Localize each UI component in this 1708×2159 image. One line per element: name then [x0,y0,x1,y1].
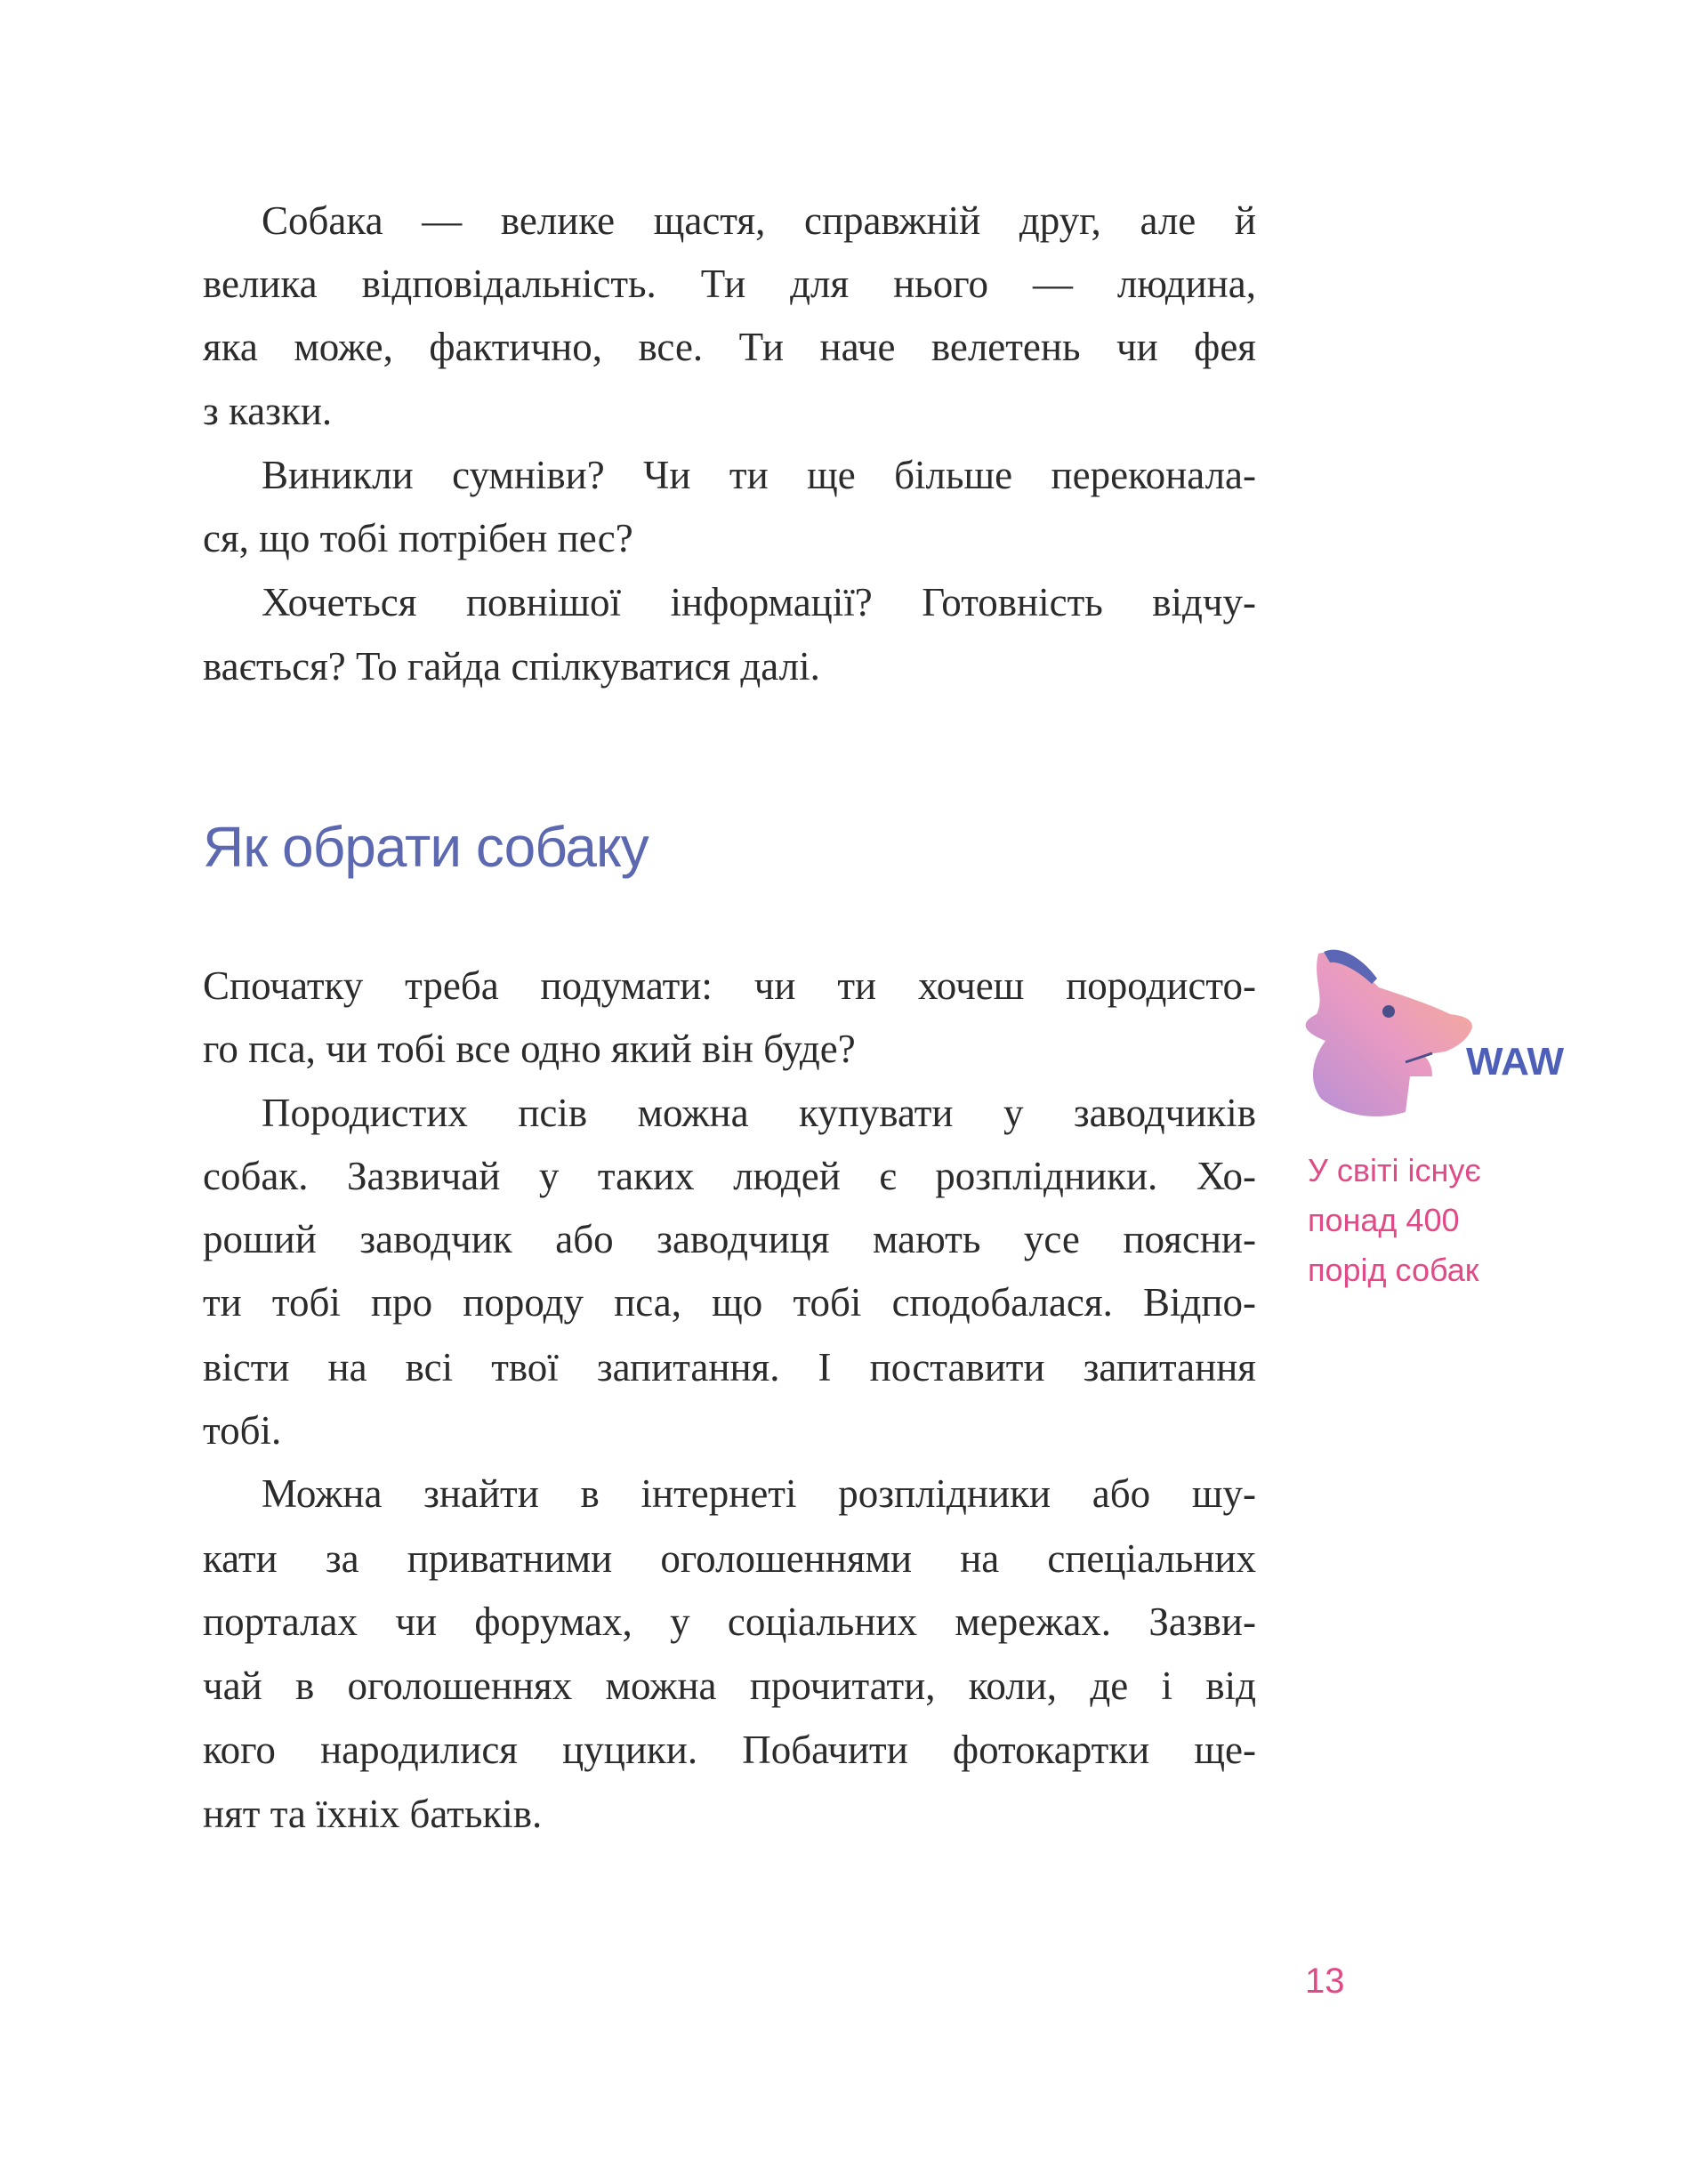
paragraph-line: Собака — велике щастя, справжній друг, але й [262,198,1256,243]
paragraph-line: Породистих псів можна купувати у заводчиків [262,1091,1256,1135]
sidebar-note-line: порід собак [1308,1252,1479,1288]
paragraph-line: го пса, чи тобі все одно який він буде? [203,1027,856,1071]
paragraph-line: Можна знайти в інтернеті розплідники або шу- [262,1471,1256,1516]
paragraph-line: Хочеться повнішої інформації? Готовність відчу- [262,580,1256,624]
paragraph-line: вісти на всі твої запитання. І поставити запитання [203,1345,1256,1390]
paragraph-line: ся, що тобі потрібен пес? [203,516,633,560]
dog-eye [1382,1005,1395,1018]
paragraph-line: порталах чи форумах, у соціальних мережах. Зазви- [203,1599,1256,1644]
paragraph-line: кати за приватними оголошеннями на спеціальних [203,1536,1256,1581]
sidebar-note-line: понад 400 [1308,1202,1460,1238]
paragraph-line: собак. Зазвичай у таких людей є розплідники. Хо- [203,1154,1256,1198]
bark-text: WAW [1466,1040,1564,1084]
paragraph-line: роший заводчик або заводчиця мають усе поясни- [203,1217,1256,1261]
paragraph-line: нят та їхніх батьків. [203,1792,543,1836]
paragraph-line: вається? То гайда спілкуватися далі. [203,644,820,689]
paragraph-line: чай в оголошеннях можна прочитати, коли, де і від [203,1664,1256,1708]
paragraph-line: яка може, фактично, все. Ти наче велетень чи фея [203,325,1256,369]
paragraph-line: велика відповідальність. Ти для нього — людина, [203,262,1256,306]
section-heading: Як обрати собаку [203,815,649,879]
paragraph-line: Виникли сумніви? Чи ти ще більше переконала- [262,453,1256,497]
dog-head-illustration [1299,943,1575,1134]
dog-head-shape [1306,953,1472,1116]
paragraph-line: кого народилися цуцики. Побачити фотокартки ще- [203,1728,1256,1772]
page-number: 13 [1305,1962,1345,2001]
sidebar-note-line: У світі існує [1308,1152,1481,1188]
paragraph-line: Спочатку треба подумати: чи ти хочеш породисто- [203,963,1256,1008]
paragraph-line: з казки. [203,389,333,433]
paragraph-line: ти тобі про породу пса, що тобі сподобалася. Відпо- [203,1280,1256,1325]
paragraph-line: тобі. [203,1408,282,1453]
